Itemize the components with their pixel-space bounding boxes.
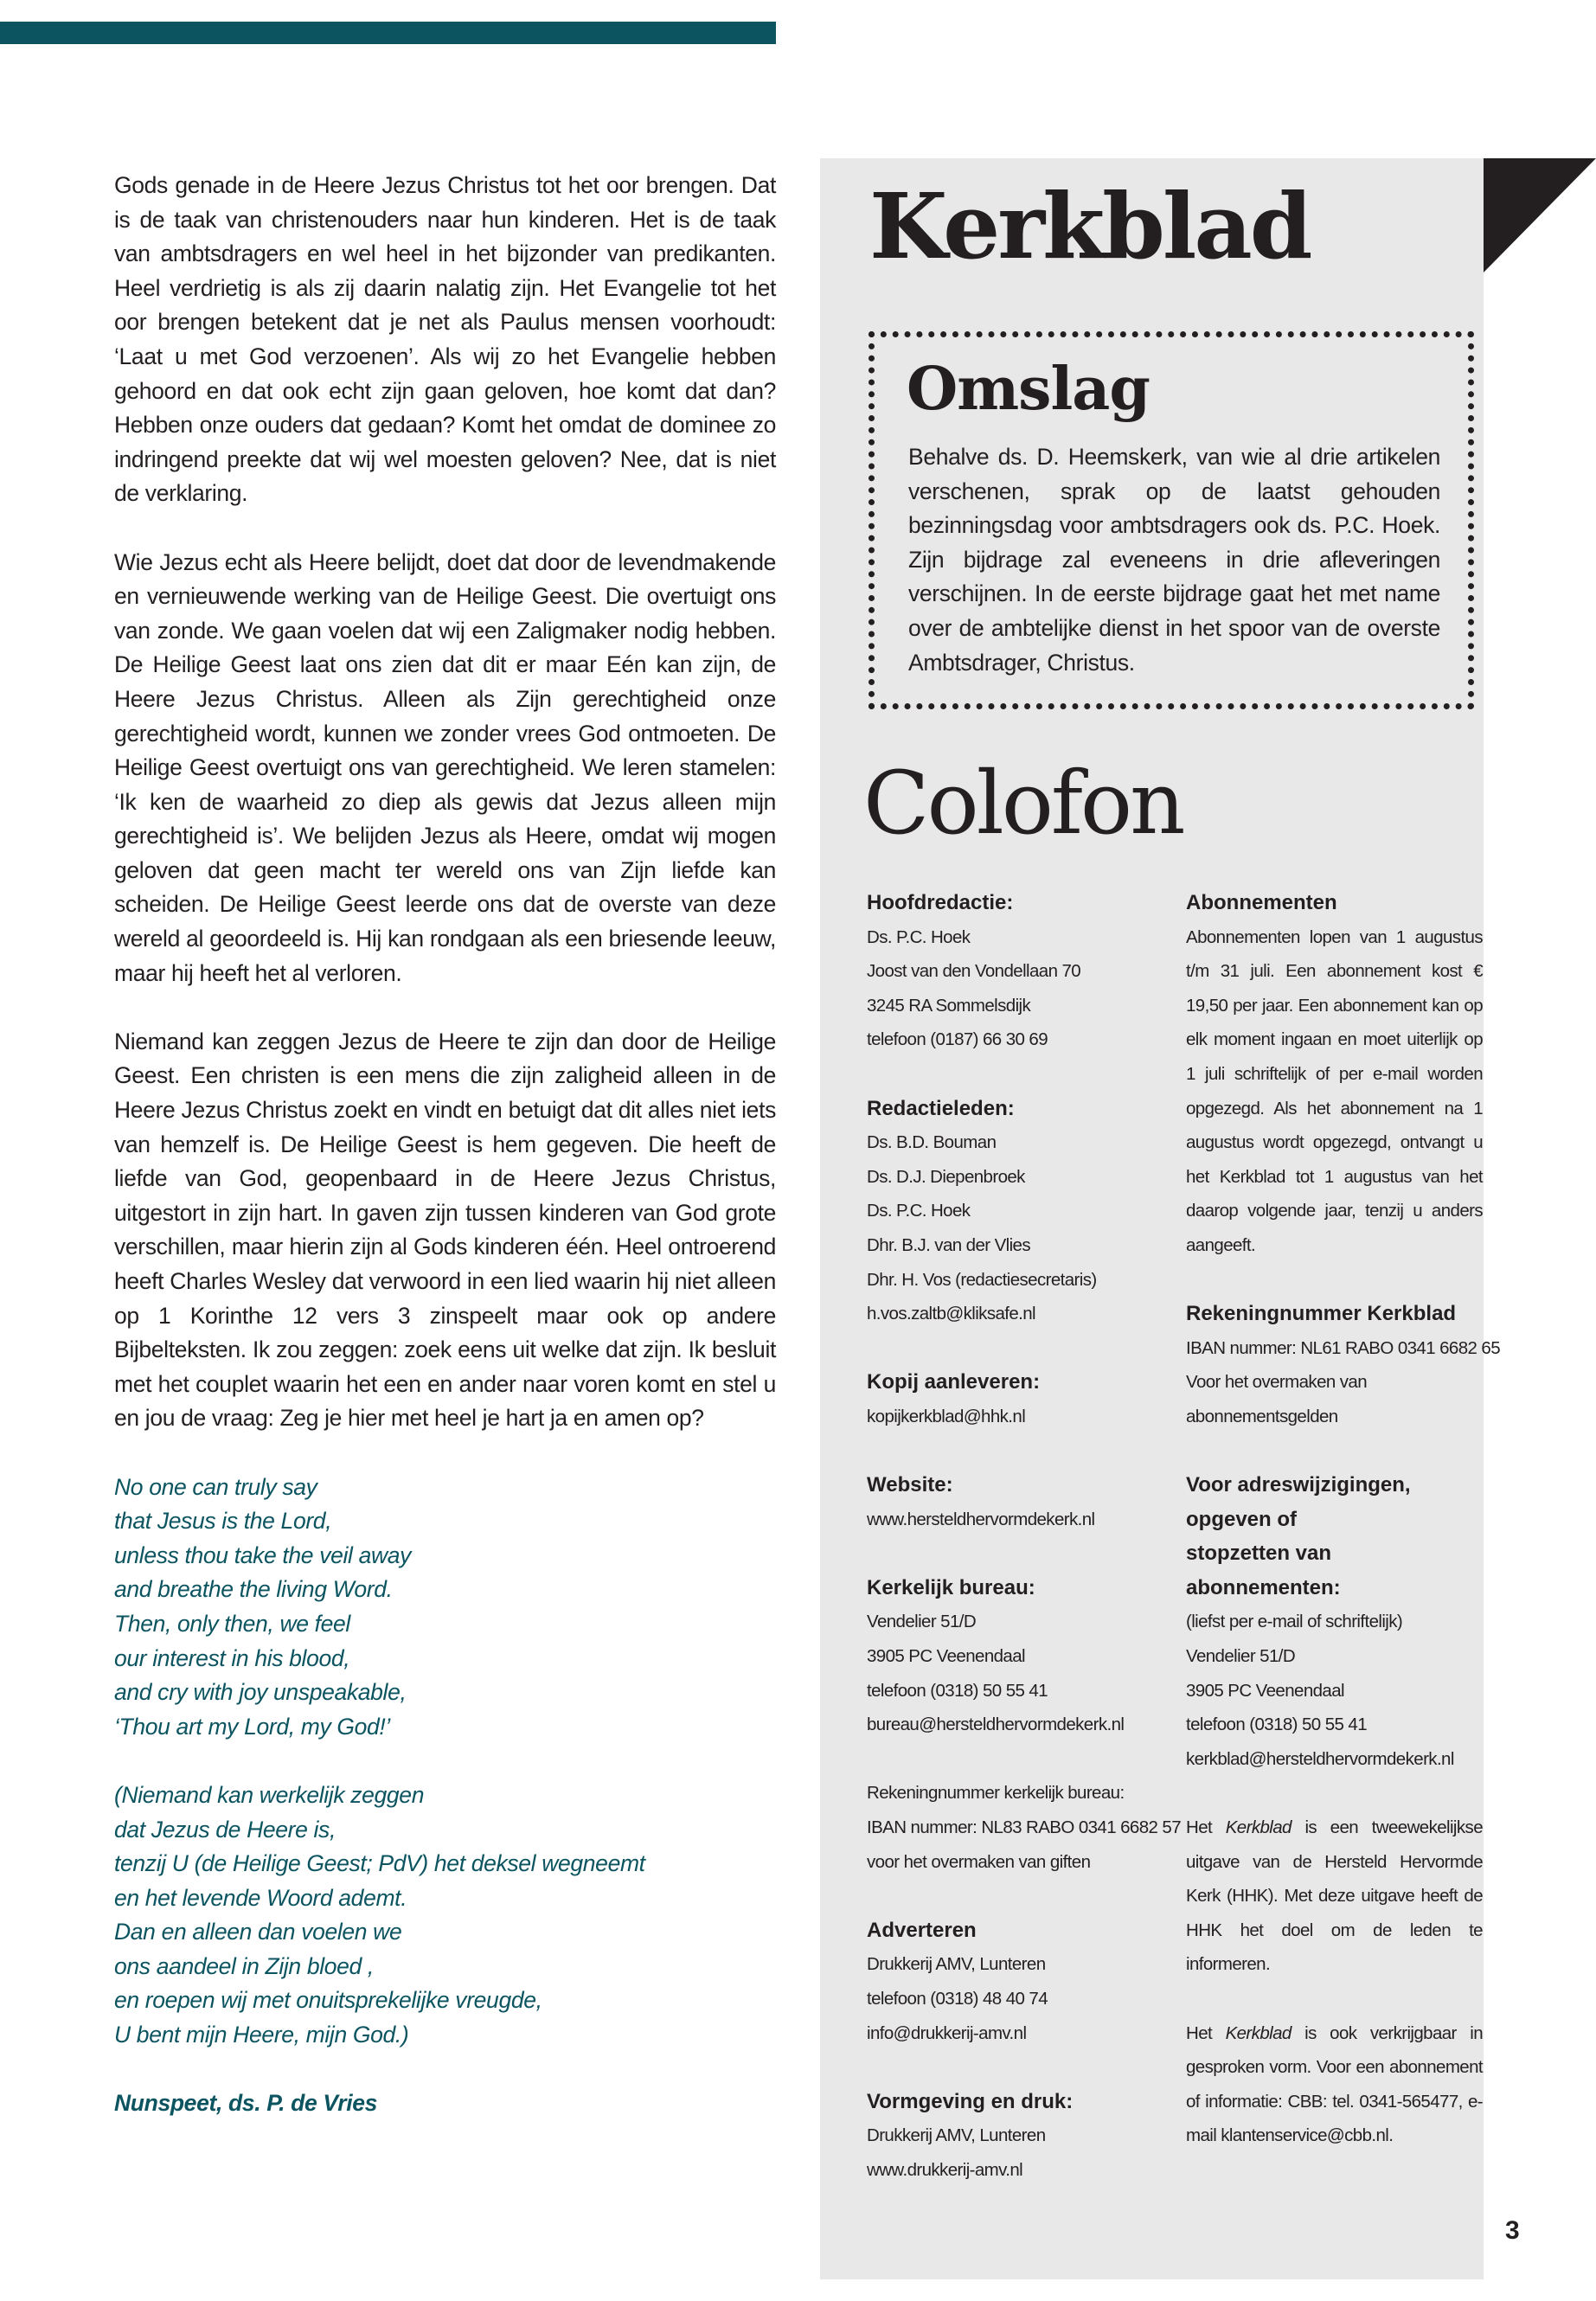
article-column: [114, 169, 776, 2121]
colofon-title: Colofon: [863, 753, 1183, 854]
colofon-right-column: [1186, 886, 1501, 2188]
poem-line: tenzij U (de Heilige Geest; PdV) het deksel wegneemt: [114, 1850, 645, 1877]
rekening-line: Voor het overmaken van: [1186, 1372, 1368, 1393]
colofon-section: [867, 1571, 1165, 1742]
rekening-heading: Rekeningnummer Kerkblad: [1186, 1302, 1457, 1326]
colofon-line: Drukkerij AMV, Lunteren: [867, 2125, 1046, 2146]
poem-line: U bent mijn Heere, mijn God.): [114, 2022, 409, 2048]
adres-line: telefoon (0318) 50 55 41: [1186, 1715, 1367, 1735]
omslag-text: Behalve ds. D. Heemskerk, van wie al drie artikelen verschenen, sprak op de laatst gehouden bezinningsdag voor ambtsdragers ook ds. P.C. Hoek. Zijn bijdrage zal eveneens in drie afleveringen verschijnen. In de eerste bijdrage gaat het met name over de ambtelijke dienst in het spoor van de overste Ambtsdrager, Christus.: [908, 444, 1440, 676]
colofon-line: Dhr. H. Vos (redactiesecretaris): [867, 1269, 1097, 1290]
colofon-section: [867, 2085, 1165, 2188]
colofon-heading: Adverteren: [867, 1918, 977, 1942]
adres-heading: abonnementen:: [1186, 1575, 1341, 1599]
colofon-heading: Website:: [867, 1473, 953, 1497]
colofon-line: Ds. P.C. Hoek: [867, 926, 971, 947]
adres-heading: stopzetten van: [1186, 1541, 1332, 1566]
poem-line: ons aandeel in Zijn bloed ,: [114, 1952, 374, 1979]
colofon-heading: Redactieleden:: [867, 1096, 1015, 1120]
poem-line: and breathe the living Word.: [114, 1576, 393, 1603]
colofon-line: Drukkerij AMV, Lunteren: [867, 1954, 1046, 1975]
colofon-line: 3245 RA Sommelsdijk: [867, 995, 1031, 1016]
colofon-section: [867, 1092, 1165, 1331]
omslag-title: Omslag: [907, 355, 1150, 424]
adres-heading: opgeven of: [1186, 1507, 1298, 1531]
colofon-line: telefoon (0187) 66 30 69: [867, 1029, 1048, 1050]
text: is een tweewekelijkse uitgave van de Hersteld Hervormde Kerk (HHK). Met deze uitgave heeft de HHK het doel om de leden te informeren.: [1186, 1817, 1483, 1975]
colofon-link[interactable]: www.hersteldhervormdekerk.nl: [867, 1509, 1095, 1529]
abonnementen-heading: Abonnementen: [1186, 891, 1337, 914]
gesproken-text: [1186, 2016, 1483, 2153]
article-paragraph: Gods genade in de Heere Jezus Christus tot het oor brengen. Dat is de taak van christenouders naar hun kinderen. Het is de taak van ambtsdragers en wel heel in het bijzonder van predikanten. Heel verdrietig is als zij daarin nalatig zijn. Het Evangelie tot het oor brengen betekent dat je net als Paulus mensen voorhoudt: ‘Laat u met God verzoenen’. Als wij zo het Evangelie hebben gehoord en dat ook echt zijn gaan geloven, hoe komt dat dan? Hebben onze ouders dat gedaan? Komt het omdat de dominee zo indringend preekte dat wij wel moesten geloven? Nee, dat is niet de verklaring.: [114, 172, 776, 507]
colofon-line: Dhr. B.J. van der Vlies: [867, 1234, 1031, 1255]
poem-line: unless thou take the veil away: [114, 1541, 412, 1568]
article-paragraph: Niemand kan zeggen Jezus de Heere te zijn dan door de Heilige Geest. Een christen is een mens die zijn zaligheid alleen in de Heere Jezus Christus zoekt en vindt en betuigt dat dit alles niet iets van hemzelf is. De Heilige Geest is hem gegeven. Die heeft de liefde van God, geopenbaard in de Heere Jezus Christus, uitgestort in zijn hart. In gaven zijn tussen kinderen van God grote verschillen, maar hierin zijn al Gods kinderen één. Heel ontroerend heeft Charles Wesley dat verwoord in een lied waarin hij niet alleen op 1 Korinthe 12 vers 3 zinspeelt maar ook op andere Bijbelteksten. Ik zou zeggen: zoek eens uit welke dat zijn. Ik besluit met het couplet waarin het een en ander naar voren komt en stel u en jou de vraag: Zeg je hier met heel je hart ja en amen op?: [114, 1028, 776, 1432]
poem-line: No one can truly say: [114, 1473, 317, 1500]
colofon-link[interactable]: kopijkerkblad@hhk.nl: [867, 1406, 1026, 1426]
sidebar-title: Kerkblad: [869, 173, 1311, 279]
colofon-line: Rekeningnummer kerkelijk bureau:: [867, 1783, 1125, 1804]
colofon-line: IBAN nummer: NL83 RABO 0341 6682 57: [867, 1817, 1182, 1838]
colofon-heading: Kopij aanleveren:: [867, 1370, 1041, 1394]
colofon-section: [867, 1776, 1182, 1879]
colofon-line: Vendelier 51/D: [867, 1612, 977, 1632]
poem-line: dat Jezus de Heere is,: [114, 1816, 336, 1843]
article-signature: Nunspeet, ds. P. de Vries: [114, 2090, 377, 2117]
adres-line: 3905 PC Veenendaal: [1186, 1680, 1344, 1701]
colofon-line: voor het overmaken van giften: [867, 1851, 1091, 1872]
colofon-line: Ds. B.D. Bouman: [867, 1132, 997, 1153]
colofon-line: Ds. P.C. Hoek: [867, 1201, 971, 1221]
colofon-line: telefoon (0318) 48 40 74: [867, 1989, 1048, 2009]
adres-email[interactable]: kerkblad@hersteldhervormdekerk.nl: [1186, 1748, 1454, 1769]
colofon-link[interactable]: h.vos.zaltb@kliksafe.nl: [867, 1304, 1036, 1324]
uitgave-text: [1186, 1811, 1483, 1982]
colofon-line: Joost van den Vondellaan 70: [867, 961, 1081, 982]
colofon-line: Ds. D.J. Diepenbroek: [867, 1166, 1025, 1187]
colofon-section: [867, 886, 1165, 1057]
poem-line: en roepen wij met onuitsprekelijke vreugde,: [114, 1987, 542, 2014]
kerkblad-italic: Kerkblad: [1225, 2022, 1292, 2043]
poem-english: [114, 1471, 776, 1745]
article-paragraph: Wie Jezus echt als Heere belijdt, doet dat door de levendmakende en vernieuwende werking van de Heilige Geest. Die overtuigt ons van zonde. We gaan voelen dat wij een Zaligmaker nodig hebben. De Heilige Geest laat ons zien dat dit er maar Eén kan zijn, de Heere Jezus Christus. Alleen als Zijn gerechtigheid onze gerechtigheid wordt, kunnen we zonder vrees God ontmoeten. De Heilige Geest overtuigt ons van gerechtigheid. We leren stamelen: ‘Ik ken de waarheid zo diep als gewis dat Jezus alleen mijn gerechtigheid is’. We belijden Jezus als Heere, omdat wij mogen geloven dat geen macht ter wereld ons van Zijn liefde kan scheiden. De Heilige Geest leerde ons dat de overste van deze wereld al geoordeeld is. Hij kan rondgaan als een briesende leeuw, maar hij heeft het al verloren.: [114, 548, 776, 986]
colofon-section: [867, 1913, 1165, 2050]
corner-triangle: [1484, 158, 1596, 272]
poem-line: (Niemand kan werkelijk zeggen: [114, 1781, 425, 1808]
text: is ook verkrijgbaar in gesproken vorm. Voor een abonnement of informatie: CBB: tel. 0341-565477, e-mail klantenservice@cbb.nl.: [1186, 2022, 1483, 2146]
colofon-section: [867, 1468, 1165, 1536]
poem-line: en het levende Woord ademt.: [114, 1884, 407, 1911]
rekening-line: IBAN nummer: NL61 RABO 0341 6682 65: [1186, 1337, 1501, 1358]
poem-line: Dan en alleen dan voelen we: [114, 1919, 402, 1945]
text: Het: [1186, 2022, 1226, 2043]
text: Het: [1186, 1817, 1226, 1838]
colofon-heading: Hoofdredactie:: [867, 891, 1014, 914]
adres-line: Vendelier 51/D: [1186, 1646, 1296, 1667]
colofon-heading: Kerkelijk bureau:: [867, 1575, 1035, 1599]
header-accent-bar: [0, 22, 776, 44]
colofon-link[interactable]: info@drukkerij-amv.nl: [867, 2022, 1027, 2043]
page-number: 3: [1505, 2216, 1520, 2245]
poem-dutch: [114, 1779, 776, 2053]
colofon-link[interactable]: bureau@hersteldhervormdekerk.nl: [867, 1715, 1125, 1735]
colofon-heading: Vormgeving en druk:: [867, 2089, 1074, 2113]
colofon-line: 3905 PC Veenendaal: [867, 1646, 1025, 1667]
colofon-section: [867, 1365, 1165, 1433]
poem-line: that Jesus is the Lord,: [114, 1508, 332, 1535]
colofon-link[interactable]: www.drukkerij-amv.nl: [867, 2159, 1023, 2180]
adres-line: (liefst per e-mail of schriftelijk): [1186, 1612, 1403, 1632]
rekening-line: abonnementsgelden: [1186, 1406, 1338, 1426]
abonnementen-text: Abonnementen lopen van 1 augustus t/m 31 juli. Een abonnement kost € 19,50 per jaar. Een abonnement kan op elk moment ingaan en moet uiterlijk op 1 juli schriftelijk of per e-mail worden opgezegd. Als het abonnement na 1 augustus wordt opgezegd, ontvangt u het Kerkblad tot 1 augustus van het daarop volgende jaar, tenzij u anders aangeeft.: [1186, 926, 1483, 1255]
colofon-line: telefoon (0318) 50 55 41: [867, 1680, 1048, 1701]
poem-line: our interest in his blood,: [114, 1644, 350, 1671]
poem-line: ‘Thou art my Lord, my God!’: [114, 1713, 390, 1740]
poem-line: and cry with joy unspeakable,: [114, 1679, 407, 1706]
poem-line: Then, only then, we feel: [114, 1610, 350, 1637]
kerkblad-italic: Kerkblad: [1225, 1817, 1292, 1838]
colofon-left-column: [867, 886, 1182, 2221]
adres-heading: Voor adreswijzigingen,: [1186, 1473, 1411, 1497]
